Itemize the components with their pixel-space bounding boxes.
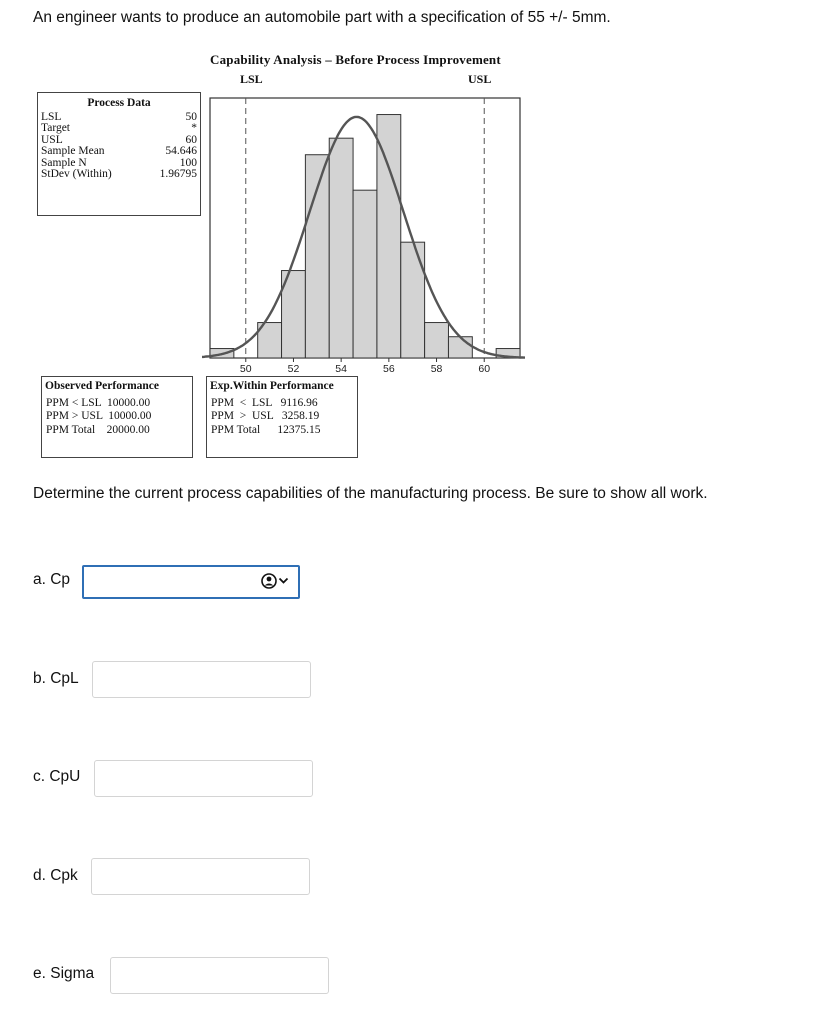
process-data-label: StDev (Within) (41, 168, 112, 180)
x-tick-label: 60 (478, 363, 491, 375)
expected-line: PPM > USL 3258.19 (211, 410, 320, 422)
sigma-input[interactable] (110, 957, 329, 994)
cpu-label: c. CpU (33, 768, 81, 785)
cp-label: a. Cp (33, 571, 71, 588)
expected-title: Exp.Within Performance (210, 380, 334, 392)
lsl-label: LSL (240, 72, 263, 86)
observed-line: PPM < LSL 10000.00 (46, 396, 151, 409)
instruction-text: Determine the current process capabilities of the manufacturing process. Be sure to show all work. (33, 485, 708, 502)
person-chevron-down-icon[interactable] (260, 572, 290, 590)
process-data-value: 54.646 (165, 145, 197, 157)
process-data-row (38, 146, 200, 158)
process-data-title: Process Data (87, 97, 151, 109)
process-data-row (38, 123, 200, 135)
figure-title: Capability Analysis – Before Process Improvement (210, 52, 501, 67)
process-data-value: 100 (179, 156, 197, 169)
process-data-label: LSL (41, 110, 62, 123)
cpl-input[interactable] (92, 661, 311, 698)
process-data-label: Sample N (41, 156, 87, 169)
capability-figure (32, 50, 532, 465)
process-data-label: Sample Mean (41, 145, 105, 157)
observed-title: Observed Performance (45, 380, 160, 392)
expected-performance-panel (206, 376, 358, 458)
observed-performance-panel (41, 376, 193, 458)
process-data-label: USL (41, 133, 63, 146)
process-data-value: 1.96795 (159, 168, 197, 180)
x-tick-label: 52 (287, 363, 300, 375)
observed-line: PPM > USL 10000.00 (46, 410, 152, 422)
process-data-row (38, 169, 200, 181)
x-tick-label: 50 (239, 363, 252, 375)
expected-line: PPM Total 12375.15 (211, 423, 321, 436)
x-tick-label: 56 (383, 363, 395, 375)
process-data-label: Target (41, 122, 70, 134)
histogram-bar (377, 115, 401, 358)
process-data-value: 50 (185, 110, 197, 123)
x-tick-label: 54 (335, 363, 347, 375)
cp-answer-dropdown[interactable] (82, 565, 300, 599)
cpu-input[interactable] (94, 760, 313, 797)
observed-line: PPM Total 20000.00 (46, 423, 150, 436)
sigma-label: e. Sigma (33, 965, 95, 982)
histogram-bar (448, 337, 472, 358)
process-data-value: 60 (185, 133, 197, 146)
cpk-input[interactable] (91, 858, 310, 895)
usl-label: USL (468, 72, 492, 86)
expected-line: PPM < LSL 9116.96 (211, 396, 318, 409)
histogram-bar (329, 138, 353, 358)
question-text: An engineer wants to produce an automobile part with a specification of 55 +/- 5mm. (33, 9, 611, 26)
cpl-label: b. CpL (33, 670, 79, 687)
cpk-label: d. Cpk (33, 867, 78, 884)
histogram-bar (425, 323, 449, 358)
histogram-chart (202, 90, 542, 410)
x-tick-label: 58 (430, 363, 443, 375)
histogram-bar (353, 190, 377, 358)
histogram-bar (401, 242, 425, 358)
process-data-panel (37, 92, 201, 216)
process-data-value: * (191, 122, 197, 134)
